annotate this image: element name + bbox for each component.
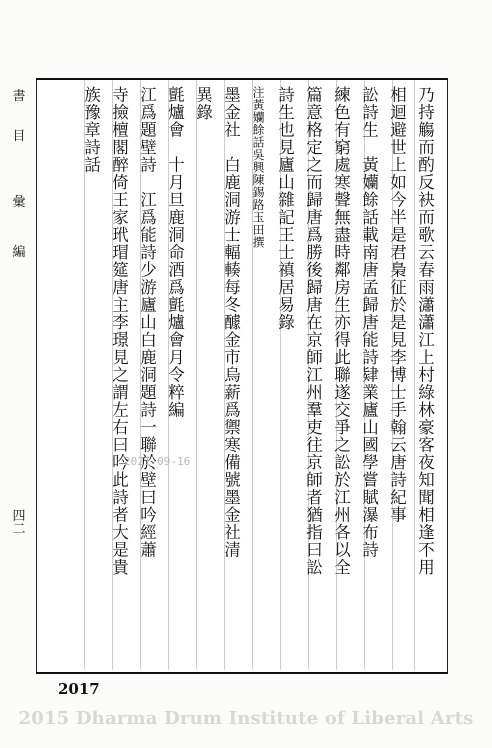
text-column: 詩生也見廬山雜記王士禛居易錄 — [275, 86, 295, 331]
page-folio: 2017 — [58, 680, 100, 698]
text-column: 相迴避世上如今半是君梟征於是見李博士手翰云唐詩紀事 — [387, 86, 407, 524]
text-column: 寺撿檀閣醉倚王家玳瑁筵唐主李璟見之謂左右曰吟此詩者大是貴 — [109, 86, 129, 576]
running-head-char: 目 — [12, 129, 26, 144]
running-head-char: 彙 — [12, 195, 26, 210]
running-head-char: 書 — [12, 89, 26, 104]
text-column: 異錄 — [193, 86, 213, 121]
text-column: 乃持觴而酌反袂而歌云春雨瀟瀟江上村綠林豪客夜知聞相逢不用 — [415, 86, 435, 576]
text-column: 氈爐會 十月旦鹿洞命酒爲氈爐會月令粹編 — [165, 86, 185, 419]
text-column: 族豫章詩話 — [81, 86, 101, 174]
text-column: 訟詩生 黃孏餘話載南唐孟歸唐能詩肄業廬山國學嘗賦瀑布詩 — [359, 86, 379, 559]
running-head-page-number: 四二 — [12, 509, 26, 537]
column-rule — [414, 80, 415, 670]
text-column: 篇意格定之而歸唐爲勝後歸唐在京師江州羣吏往京師者猶指曰訟 — [303, 86, 323, 576]
text-column-note: 注黃孏餘話吳興陳錫路玉田撰 — [251, 86, 265, 249]
text-column: 墨金社 白鹿洞游士輻輳每冬醵金市烏薪爲禦寒備號墨金社清 — [221, 86, 241, 559]
scan-watermark-stamp: 2021-09-16 — [124, 455, 191, 468]
text-column: 練色有窮處寒聲無盡時鄰房生亦得此聯遂交爭之訟於江州各以全 — [331, 86, 351, 576]
running-head-char: 編 — [12, 245, 26, 260]
text-column: 江爲題壁詩 江爲能詩少游廬山白鹿洞題詩一聯於壁曰吟經蕭 — [137, 86, 157, 559]
running-head — [0, 78, 34, 670]
copyright-footer: 2015 Dharma Drum Institute of Liberal Arts — [18, 708, 474, 729]
